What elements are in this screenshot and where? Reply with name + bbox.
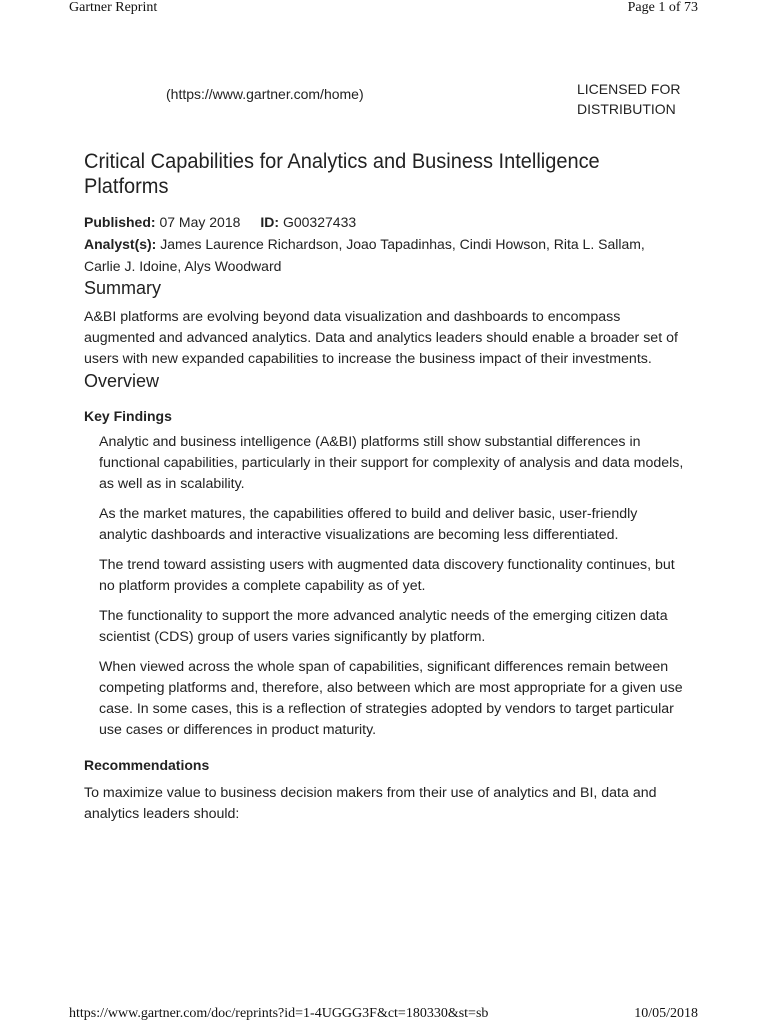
finding-item: The functionality to support the more advanced analytic needs of the emerging citizen data scientist (CDS) group of users varies significantly by platform.: [99, 608, 668, 645]
finding-item: When viewed across the whole span of capabilities, significant differences remain between competing platforms and, therefore, also between which are most appropriate for a given use case. In some cases, this is a reflection of strategies adopted by vendors to target particular use cases or differences in product maturity.: [99, 659, 683, 738]
id-label: ID:: [260, 214, 280, 230]
analysts-list-2: Carlie J. Idoine, Alys Woodward: [84, 258, 282, 274]
license-notice: [577, 79, 707, 119]
analysts-list-1: James Laurence Richardson, Joao Tapadinhas, Cindi Howson, Rita L. Sallam,: [156, 236, 645, 252]
license-line-1: LICENSED FOR: [577, 81, 681, 97]
print-footer: [69, 1006, 698, 1022]
key-findings-heading: Key Findings: [84, 408, 172, 424]
document-id: G00327433: [279, 214, 357, 230]
finding-item: The trend toward assisting users with augmented data discovery functionality continues, but no platform provides a complete capability as of yet.: [99, 557, 675, 594]
print-footer-date: 10/05/2018: [634, 1006, 698, 1021]
document-title-line-1: Critical Capabilities for Analytics and Business Intelligence: [84, 149, 600, 173]
gartner-home-link[interactable]: (https://www.gartner.com/home): [166, 86, 364, 102]
publish-info: [84, 211, 689, 233]
key-findings-list: [84, 432, 689, 741]
license-line-2: DISTRIBUTION: [577, 101, 676, 117]
page-counter: Page 1 of 73: [627, 0, 698, 15]
print-header: [69, 0, 698, 16]
document-content: [84, 149, 689, 825]
published-label: Published:: [84, 214, 156, 230]
overview-heading: Overview: [84, 371, 160, 391]
document-title: [84, 149, 698, 199]
recommendations-text: To maximize value to business decision makers from their use of analytics and BI, data and analytics leaders should:: [84, 785, 657, 822]
analysts-info: [84, 233, 689, 277]
recommendations-heading: Recommendations: [84, 757, 210, 773]
document-meta: [84, 211, 689, 277]
published-date: 07 May 2018: [155, 214, 241, 230]
print-footer-url: https://www.gartner.com/doc/reprints?id=1-4UGGG3F&ct=180330&st=sb: [69, 1006, 489, 1021]
analysts-label: Analyst(s):: [84, 236, 157, 252]
summary-text: A&BI platforms are evolving beyond data visualization and dashboards to encompass augmented and advanced analytics. Data and analytics leaders should enable a broader set of users with new expanded capabilities to increase the business impact of their investments.: [84, 309, 678, 367]
finding-item: As the market matures, the capabilities offered to build and deliver basic, user-friendly analytic dashboards and interactive visualizations are becoming less differentiated.: [99, 506, 638, 543]
finding-item: Analytic and business intelligence (A&BI) platforms still show substantial differences in functional capabilities, particularly in their support for complexity of analysis and data models, as well as in scalability.: [99, 434, 684, 492]
print-header-source: Gartner Reprint: [69, 0, 158, 15]
summary-heading: Summary: [84, 278, 162, 298]
document-title-line-2: Platforms: [84, 174, 169, 198]
